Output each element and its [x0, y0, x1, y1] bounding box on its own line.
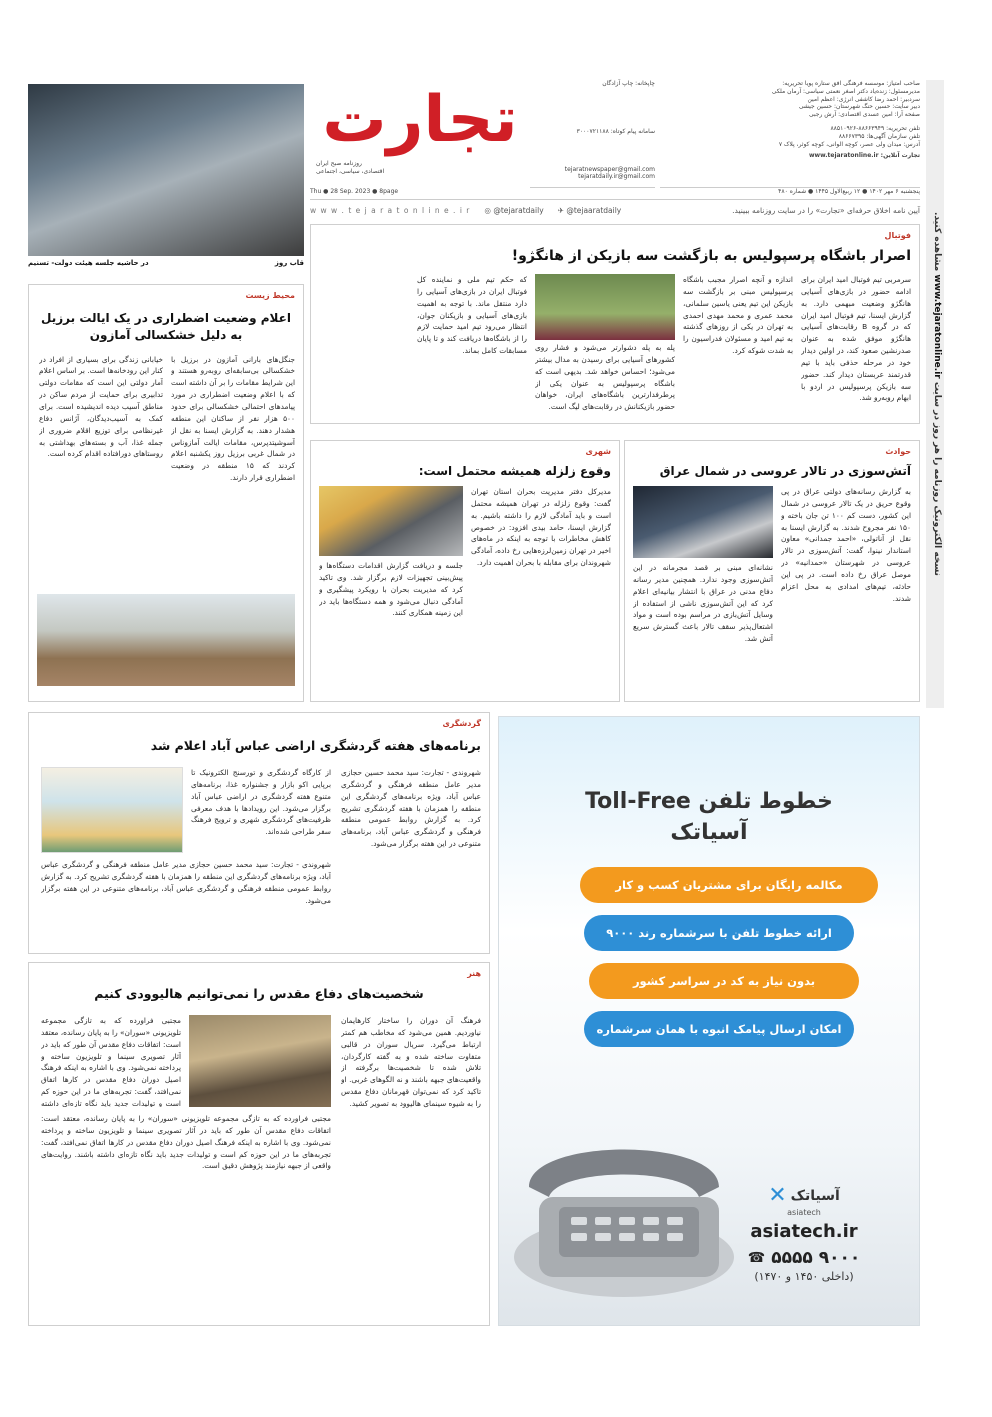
article-column: از کارگاه گردشگری و تورسنج الکترونیک تا برپایی اکو بازار و جشنواره غذا، برنامه‌های متنوع هفته گردشگری در اراضی عباس آباد برگزار می‌شود. این رویدادها با هدف معرفی ظرفیت‌های گردشگری شهری و ترویج فرهنگ سفر طراحی شده‌اند. — [191, 768, 331, 837]
ad-bullet — [580, 867, 878, 903]
article-column: اندازه و آنچه اصرار مجبب باشگاه پرسپولیس مبنی بر بازگشت سه بازیکن این تیم یعنی یاسین سلمانی، محمد عمری و محمد مهدی احمدی به تهران در یکی از روزهای گذشته به تیم امید و مسئولان فدراسیون را به شدت شوکه کرد. — [683, 275, 793, 356]
logo-text: تجارت — [322, 83, 518, 157]
section-tag: شهری — [585, 447, 611, 456]
environment-article — [28, 284, 304, 702]
top-photo-frame — [28, 84, 304, 272]
section-tag: حوادث — [885, 447, 911, 456]
logo — [310, 80, 530, 175]
article-column: سرمربی تیم فوتبال امید ایران برای ادامه حضور در بازی‌های آسیایی هانگژو وضعیت مبهمی دارد. به گزارش ایسنا، تیم فوتبال امید ایران که در گروه B رقابت‌های آسیایی هانگژو موفق شده به عنوان صدرنشین صعود کند، در اولین دیدار خود در مرحله حذفی باید با تیم قدرتمند عربستان دیدار کند. حضور سه بازیکن پرسپولیس در اردو با ابهام روبه‌رو شد. — [801, 275, 911, 403]
sports-photo — [535, 274, 675, 340]
vertical-sidebar — [926, 80, 944, 708]
instagram-link[interactable]: ◎ @tejaratdaily — [484, 205, 544, 215]
phone-editorial: تلفن تحریریه: ۸۸۶۶۳۹۴۹-۸۸۵۱۰۹۲۶ — [830, 124, 920, 132]
section-tag: فوتبال — [884, 231, 911, 240]
sidebar-caption: نسخه الکترونیک روزنامه را هر روز در سایت — [932, 381, 942, 576]
headline: برنامه‌های هفته گردشگری اراضی عباس آباد اعلام شد — [150, 738, 481, 753]
website-spaced[interactable]: w w w . t e j a r a t o n l i n e . i r — [310, 205, 471, 215]
art-columns — [37, 1015, 481, 1305]
date-fa: پنجشنبه ۶ مهر ۱۴۰۲ ● ۱۲ ربیع‌الاول ۱۴۴۵ ● شماره ۴۸۰ — [778, 188, 920, 195]
article-column: مجتبی فراورده که به تازگی مجموعه تلویزیونی «سوران» را به پایان رسانده، معتقد است: اتفاقات دفاع مقدس آن طور که باید در آثار تصویری سینما و تلویزیون ساخته و پرداخته نمی‌شود. وی با اشاره به اینکه فرهنگ اصیل دوران دفاع مقدس در کارها اتفاق نمی‌افتد، گفت: تجربه‌های ما در این حوزه کم است و تولیدات جدید باید نگاه تازه‌ای داشته — [41, 1016, 181, 1107]
social-bar — [310, 202, 920, 218]
article-column: که حکم تیم ملی و نماینده کل فوتبال ایران در بازی‌های آسیایی را دارد منتقل ماند. با توجه به اهمیت بازی‌های آسیایی و بازیکنان جوان، انتظار می‌رود تیم امید حمایت لازم را از باشگاه‌ها دریافت کند و تا پایان مسابقات کامل بماند. — [417, 275, 527, 356]
earthquake-article — [310, 440, 620, 702]
telephone-illustration — [509, 1077, 739, 1307]
accident-columns — [633, 486, 911, 682]
headline: شخصیت‌های دفاع مقدس را نمی‌توانیم هالیوودی کنیم — [94, 986, 424, 1001]
asiatech-ad[interactable] — [498, 716, 920, 1326]
earthquake-photo — [319, 486, 463, 556]
sports-article — [310, 224, 920, 424]
sidebar-end: مشاهده کنید. — [932, 212, 942, 272]
ad-brand-block — [729, 1183, 879, 1283]
tourism-lower-text: شهروندی - تجارت: سید محمد حسین حجازی مدیر عامل منطقه فرهنگی و گردشگری عباس آباد، ویژه برنامه‌های گردشگری این منطقه را همزمان با هفته گردشگری تشریح کرد. به گزارش روابط عمومی منطقه فرهنگی و گردشگری عباس آباد، برنامه‌های متنوعی در این هفته برگزار می‌شود. — [41, 860, 331, 905]
address: آدرس: میدان ولی عصر، کوچه الوانی، کوچه کوثر، پلاک ۷ — [778, 140, 920, 148]
earthquake-columns — [319, 486, 611, 682]
accident-photo — [633, 486, 773, 558]
tourism-article — [28, 712, 490, 954]
env-columns — [37, 354, 295, 582]
accident-photo-column — [633, 486, 773, 682]
tourism-photo-row — [41, 767, 331, 853]
ad-bullet — [584, 915, 854, 951]
earthquake-photo-column — [319, 486, 463, 682]
phone-icon: ☎ — [747, 1250, 766, 1266]
sms-line: سامانه پیام کوتاه: ۳۰۰۰۷۲۱۱۸۸ — [576, 127, 655, 135]
ad-phone[interactable]: ۹۰۰۰ ۵۵۵۵ — [771, 1248, 861, 1268]
staff-block — [660, 80, 920, 188]
staff-line: دبیر سایت: حسین حنگ شهرستان: حسین جیشی — [798, 103, 920, 111]
instagram-handle: @tejaratdaily — [493, 205, 544, 215]
email-ads[interactable]: tejaratnewspaper@gmail.com — [564, 165, 655, 173]
tagline-1: روزنامه صبح ایران — [316, 160, 362, 167]
contact-block — [530, 80, 655, 188]
asiatech-x-icon: ✕ — [768, 1183, 787, 1208]
article-column: جنگل‌های بارانی آمازون در برزیل با خشکسالی بی‌سابقه‌ای روبه‌رو هستند و این شرایط مقامات را بر آن داشته است که با اعلام وضعیت اضطراری در مورد پیامدهای احتمالی خشکسالی برای حدود ۵۰۰ هزار نفر از ساکنان این منطقه هشدار دهند. به گزارش ایسنا به نقل از آسوشیتدپرس، مقامات ایالت آمازوناس در شمال غربی برزیل روز یکشنبه اعلام کردند که ۱۵ منطقه در وضعیت اضطراری قرار دارند. — [171, 354, 295, 483]
staff-line: صفحه آرا: امین عسدی اقتصادی: آرش رجبی — [808, 111, 920, 119]
section-tag: گردشگری — [442, 719, 481, 728]
date-en: Thu ● 28 Sep. 2023 ● 8page — [310, 188, 399, 195]
sports-columns — [319, 274, 911, 412]
brand-logo — [729, 1183, 879, 1208]
ad-bullet — [589, 963, 859, 999]
tourism-columns — [37, 767, 481, 937]
masthead — [310, 80, 920, 220]
brand-en: asiatech — [787, 1208, 821, 1217]
online-label[interactable]: تجارت آنلاین: www.tejaratonline.ir — [808, 152, 920, 160]
phone-ads: تلفن سازمان آگهی‌ها: ۸۸۶۶۷۳۹۵ — [838, 132, 920, 140]
caption-left: قاب روز — [274, 259, 304, 267]
ad-phone-ext: (داخلی ۱۴۵۰ و ۱۴۷۰) — [754, 1270, 854, 1283]
article-column: مدیرکل دفتر مدیریت بحران استان تهران گفت: وقوع زلزله در تهران همیشه محتمل است و باید آمادگی لازم را داشته باشیم. به گزارش ایسنا، حامد بیدی افزود: در خصوص کاهش مخاطرات با توجه به اینکه در ماه‌های اخیر در تهران زمین‌لرزه‌هایی رخ داده، آمادگی شهروندان برای مقابله با بحران اهمیت دارد. — [471, 487, 611, 568]
telephone-icon — [509, 1077, 739, 1307]
ad-bullets — [499, 867, 919, 1047]
art-photo — [189, 1015, 331, 1107]
headline: وقوع زلزله همیشه محتمل است: — [418, 464, 611, 478]
section-tag: هنر — [467, 969, 481, 978]
sidebar-text — [928, 80, 942, 708]
ad-bullet-text: مکالمه رایگان برای مشتریان کسب و کار — [615, 878, 843, 892]
sidebar-url[interactable]: www.tejaratonline.ir — [932, 274, 942, 379]
caption-right: در حاشیه جلسه هیئت دولت- تسنیم — [28, 259, 149, 267]
article-column: به گزارش رسانه‌های دولتی عراق در پی وقوع حریق در یک تالار عروسی در شمال این کشور، دست کم ۱۰۰ تن جان باخته و ۱۵۰ نفر مجروح شدند. به گزارش ایسنا به نقل از آناتولی، «احمد جمدانی» معاون استاندار نینوا، گفت: آتش‌سوزی در تالار عروسی در شهرستان «حمدانیه» در موصل عراق رخ داده است. در پی این حادثه، تیم‌های امدادی به محل اعزام شدند. — [781, 487, 911, 603]
ad-url[interactable]: asiatech.ir — [750, 1221, 858, 1242]
print-house: چاپخانه: چاپ آزادگان — [602, 80, 655, 87]
top-photo-image — [28, 84, 304, 256]
headline: اعلام وضعیت اضطراری در یک ایالت برزیل به دلیل خشکسالی آمازون — [41, 311, 291, 342]
email-editor[interactable]: tejaratdaily.ir@gmail.com — [578, 173, 655, 181]
ad-title: خطوط تلفن Toll-Free — [585, 789, 833, 814]
staff-line: سردبیر: احمد رضا کاشفی انرژی: اعظم امین — [807, 95, 920, 103]
tourism-poster — [41, 767, 183, 853]
article-column: فرهنگ آن دوران را ساختار کارهایمان نیاوردیم. همین می‌شود که مخاطب هم کمتر ارتباط می‌گیرد. سریال سوران در قالبی متفاوت ساخته شده و به گفته کارگردان، تلاش شده تا شخصیت‌ها برگرفته از واقعیت‌های جبهه باشند و نه الگوهای غربی. او تاکید کرد که نمی‌توان قهرمانان دفاع مقدس را به شیوه سینمای هالیوود به تصویر کشید. — [341, 1016, 481, 1108]
announcement: آیین نامه اخلاق حرفه‌ای «تجارت» را در سایت روزنامه ببینید. — [732, 205, 920, 215]
ad-bullet-text: امکان ارسال پیامک انبوه با همان سرشماره — [596, 1022, 842, 1036]
telegram-link[interactable]: ✈ @tejaaratdaily — [557, 205, 622, 215]
headline: اصرار باشگاه پرسپولیس به بازگشت سه بازیکن از هانگژو! — [511, 248, 911, 264]
headline: آتش‌سوزی در تالار عروسی در شمال عراق — [659, 464, 911, 478]
ad-phone-row — [729, 1248, 879, 1268]
sports-photo-column — [535, 274, 675, 412]
article-column: شهروندی - تجارت: سید محمد حسین حجازی مدیر عامل منطقه فرهنگی و گردشگری عباس آباد، ویژه برنامه‌های گردشگری این منطقه را همزمان با هفته گردشگری تشریح کرد. به گزارش روابط عمومی منطقه فرهنگی و گردشگری عباس آباد، برنامه‌های متنوعی در این هفته برگزار می‌شود. — [341, 768, 481, 849]
article-column: نشانه‌ای مبنی بر قصد مجرمانه در این آتش‌سوزی وجود ندارد. همچنین مدیر رسانه دفاع مدنی در عراق با انتشار بیانیه‌ای اعلام کرد که این آتش‌سوزی ناشی از استفاده از وسایل آتش‌بازی در مراسم بوده است و مواد اشتعال‌پذیر سقف تالار باعث گسترش سریع آتش شد. — [633, 563, 773, 644]
section-tag: محیط زیست — [245, 291, 295, 300]
env-photo — [37, 594, 295, 686]
tourism-right-block — [41, 767, 331, 937]
ad-bullet-text: بدون نیاز به کد در سراسر کشور — [632, 974, 816, 988]
art-article — [28, 962, 490, 1326]
article-column: خیابانی زندگی برای بسیاری از افراد در کنار این رودخانه‌ها است. بر اساس اعلام آمار دولتی این است که مقامات دولتی تدابیری برای حمایت از مردم ساکن در مناطق آسیب دیده اندیشیده است. برای کمک به آسیب‌دیدگان، آژانس دفاع غیرنظامی برای توزیع اقلام ضروری از جمله غذا، آب و بسته‌های بهداشتی به روستاهای دورافتاده اقدام کرده است. — [39, 354, 163, 459]
art-photo-row — [41, 1015, 331, 1107]
telegram-handle: @tejaaratdaily — [566, 205, 622, 215]
staff-line: مدیرمسئول: زنده‌یاد دکتر اصغر نعمتی سیاسی: آرمان ملکی — [771, 87, 920, 95]
ad-bullet-text: ارائه خطوط تلفن با سرشماره رند ۹۰۰۰ — [606, 926, 832, 940]
ad-bullet — [584, 1011, 854, 1047]
top-photo-caption — [28, 259, 304, 268]
tagline-2: اقتصادی، سیاسی، اجتماعی — [316, 167, 385, 175]
staff-line: صاحب امتیاز: موسسه فرهنگی افق ستاره پویا تحریریه: — [782, 80, 920, 87]
ad-subtitle: آسیاتک — [670, 820, 748, 845]
article-column: جلسه و دریافت گزارش اقدامات دستگاه‌ها و پیش‌بینی تجهیزات لازم برگزار شد. وی تاکید کرد که مدیریت بحران با رویکرد پیشگیری و آمادگی دنبال می‌شود و همه دستگاه‌ها باید در این زمینه همکاری کنند. — [319, 561, 463, 618]
date-bar — [310, 188, 920, 200]
accident-article — [624, 440, 920, 702]
art-lower-text: مجتبی فراورده که به تازگی مجموعه تلویزیونی «سوران» را به پایان رسانده، معتقد است: اتفاقات دفاع مقدس آن طور که باید در آثار تصویری سینما و تلویزیون ساخته و پرداخته نمی‌شود. وی با اشاره به اینکه فرهنگ اصیل دوران دفاع مقدس در کارها اتفاق نمی‌افتد، گفت: تجربه‌های ما در این حوزه کم است و تولیدات جدید باید نگاه تازه‌ای داشته باشند. روایت‌های واقعی از جبهه نیازمند پژوهش دقیق است. — [41, 1114, 331, 1171]
article-column: پله به پله دشوارتر می‌شود و فشار روی کشورهای آسیایی برای رسیدن به مدال بیشتر می‌شود؛ احساس خواهد شد. بدیهی است که باشگاه پرسپولیس به عنوان یکی از پرطرفدارترین باشگاه‌های ایران، خواهان حضور بازیکنانش در رقابت‌های لیگ است. — [535, 343, 675, 412]
brand-fa: آسیاتک — [790, 1187, 840, 1204]
art-right-block — [41, 1015, 331, 1305]
